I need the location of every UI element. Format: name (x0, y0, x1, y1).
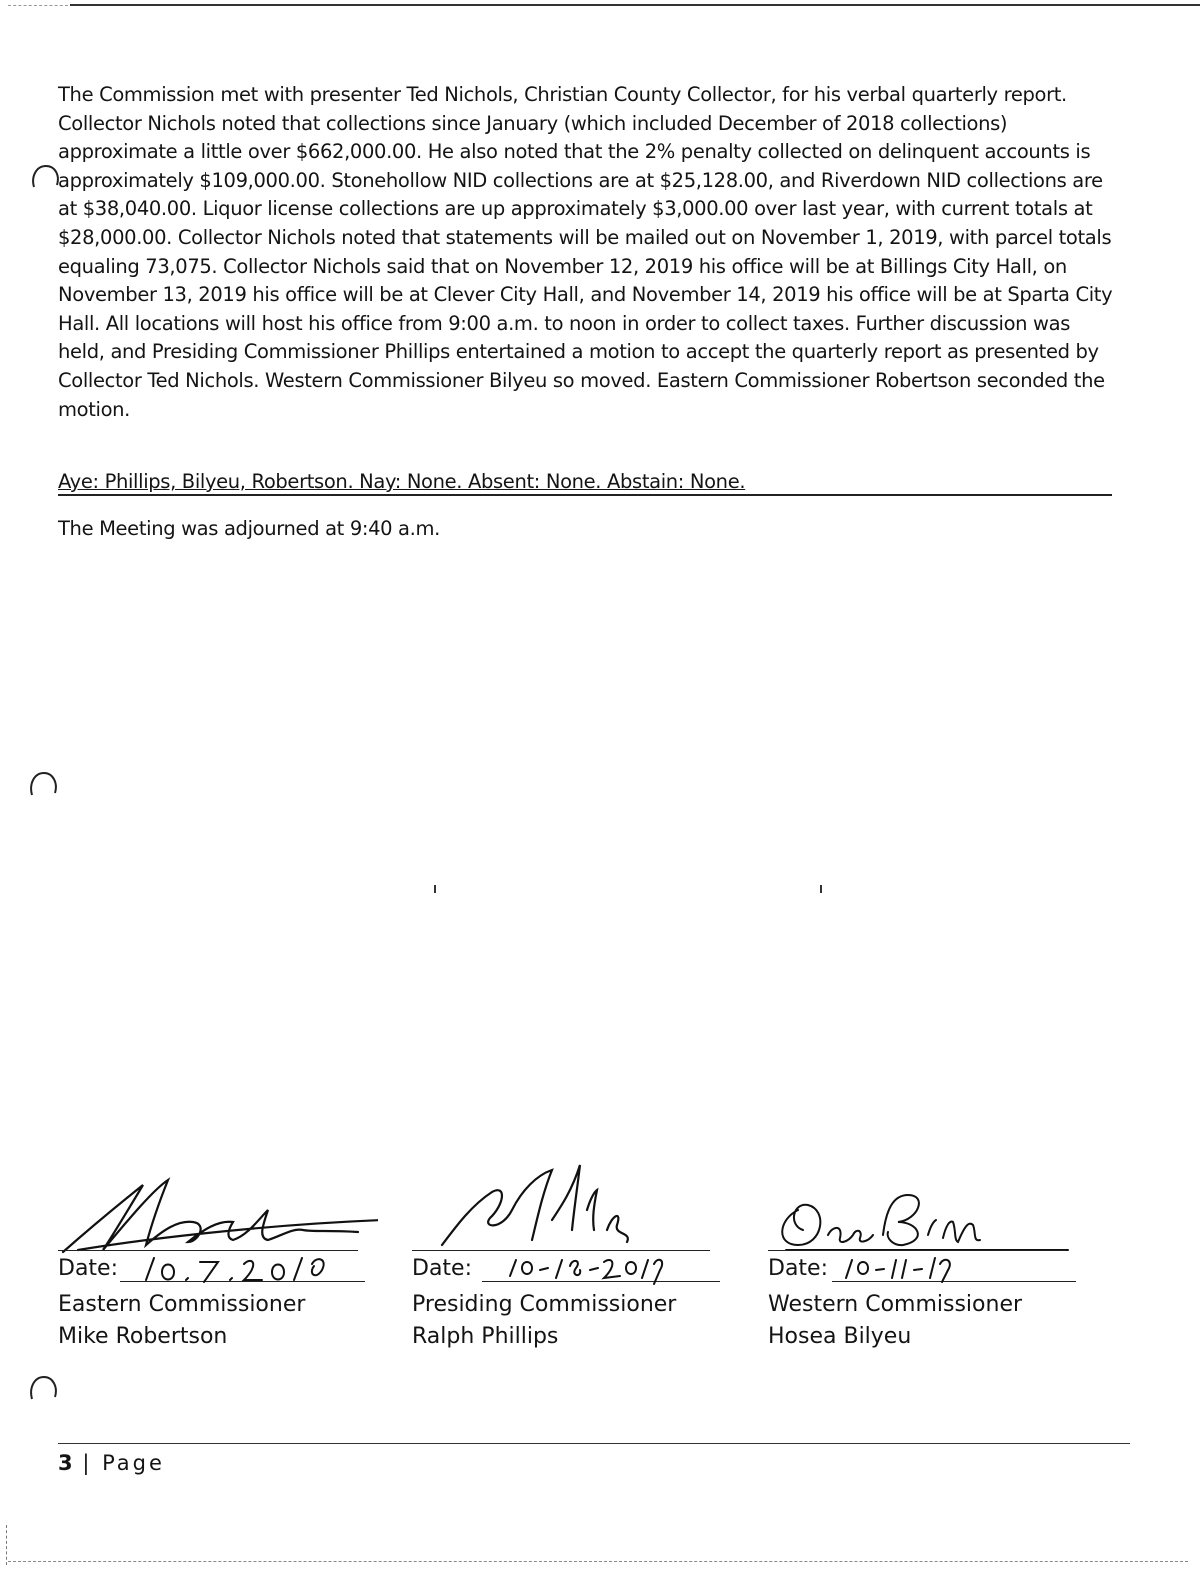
signature-block-presiding (412, 1150, 742, 1350)
signatory-title: Western Commissioner (768, 1292, 1023, 1317)
minutes-paragraph: The Commission met with presenter Ted Nichols, Christian County Collector, for his verbal quarterly report. Collector Nichols noted that collections since January (which included December of 2018 collections) approximate a little over $662,000.00. He also noted that the 2% penalty collected on delinquent accounts is approximately $109,000.00. Stonehollow NID collections are at $25,128.00, and Riverdown NID collections are at $38,040.00. Liquor license collections are up approximately $3,000.00 over last year, with current totals at $28,000.00. Collector Nichols noted that statements will be mailed out on November 1, 2019, with parcel totals equaling 73,075. Collector Nichols said that on November 12, 2019 his office will be at Billings City Hall, on November 13, 2019 his office will be at Clever City Hall, and November 14, 2019 his office will be at Sparta City Hall. All locations will host his office from 9:00 a.m. to noon in order to collect taxes. Further discussion was held, and Presiding Commissioner Phillips entertained a motion to accept the quarterly report as presented by Collector Ted Nichols. Western Commissioner Bilyeu so moved. Eastern Commissioner Robertson seconded the motion. (58, 83, 1113, 421)
punch-hole-icon (30, 163, 60, 193)
punch-hole-icon (28, 1374, 58, 1404)
signatory-title: Presiding Commissioner (412, 1292, 677, 1317)
handwritten-signature (58, 1150, 378, 1260)
signatory-name: Hosea Bilyeu (768, 1324, 912, 1349)
footer-rule (58, 1443, 1130, 1444)
page-footer (58, 1450, 165, 1476)
signatory-title: Eastern Commissioner (58, 1292, 306, 1317)
page-number: 3 (58, 1451, 73, 1475)
scan-mark (434, 885, 436, 893)
handwritten-signature (768, 1150, 1088, 1260)
signature-block-eastern (58, 1150, 388, 1350)
date-label: Date: (58, 1256, 118, 1281)
vote-text: Aye: Phillips, Bilyeu, Robertson. Nay: None. Absent: None. Abstain: None. (58, 470, 746, 493)
page-label: Page (102, 1451, 165, 1475)
bottom-edge-rule (8, 1561, 1188, 1562)
top-rule (70, 4, 1200, 6)
footer-separator: | (82, 1451, 93, 1475)
signatory-name: Mike Robertson (58, 1324, 228, 1349)
punch-hole-icon (28, 770, 58, 800)
handwritten-date (840, 1250, 960, 1286)
top-edge-dash (8, 5, 68, 6)
handwritten-signature (412, 1150, 732, 1260)
date-label: Date: (768, 1256, 828, 1281)
signature-block-western (768, 1150, 1098, 1350)
signatory-name: Ralph Phillips (412, 1324, 559, 1349)
handwritten-date (140, 1250, 340, 1286)
scan-edge-mark (6, 1525, 8, 1565)
scan-mark (820, 885, 822, 893)
vote-record (58, 470, 1112, 496)
handwritten-date (504, 1250, 664, 1286)
adjournment-text: The Meeting was adjourned at 9:40 a.m. (58, 517, 441, 540)
date-label: Date: (412, 1256, 472, 1281)
